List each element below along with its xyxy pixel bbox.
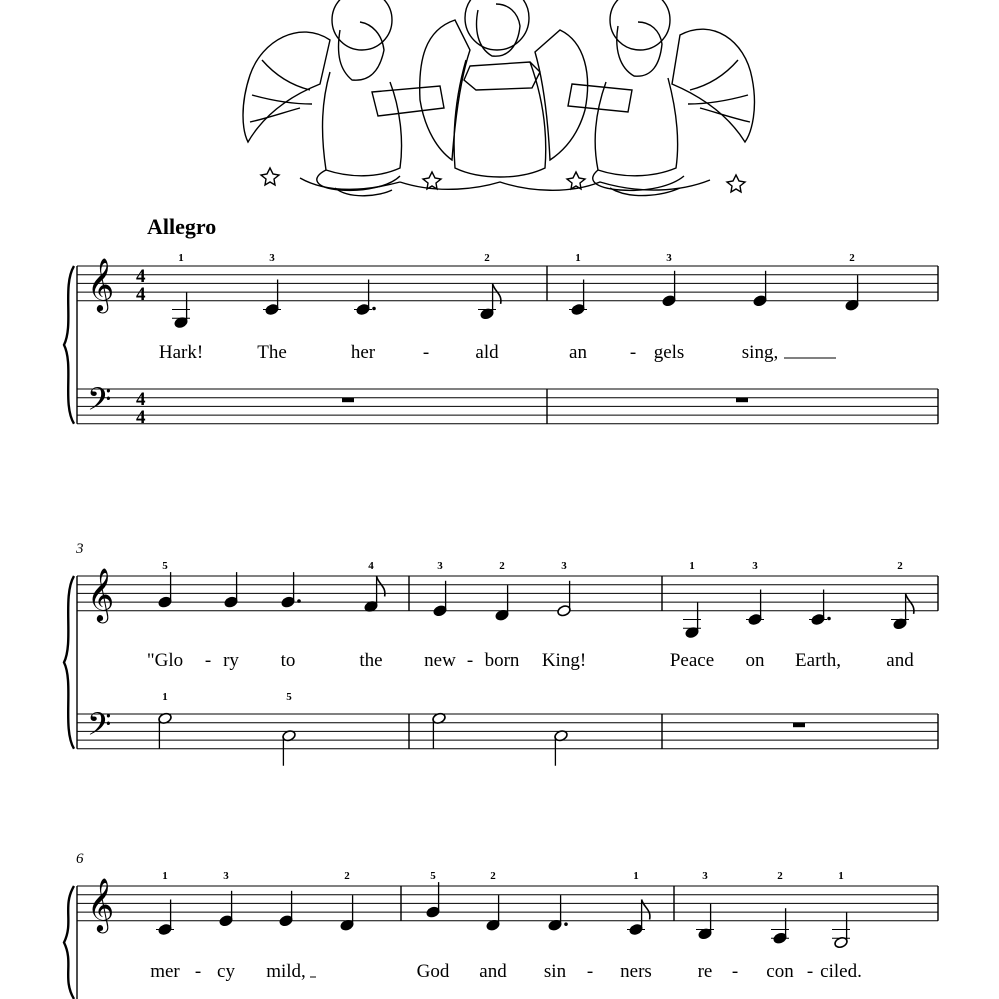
melody-note <box>696 904 714 940</box>
lyric-syllable: cy <box>217 961 235 982</box>
fingering-number: 3 <box>223 870 229 882</box>
whole-rest <box>342 398 354 403</box>
dot <box>564 922 568 926</box>
melody-note <box>263 280 281 316</box>
bass-note <box>432 712 447 748</box>
angels-illustration <box>243 0 754 196</box>
bass-clef-icon: 𝄢 <box>87 381 112 425</box>
melody-note <box>662 271 677 307</box>
fingering-number: 1 <box>633 870 639 882</box>
melody-note <box>891 594 914 630</box>
melody-note <box>683 603 701 639</box>
melody-note <box>486 895 501 931</box>
fingering-number: 2 <box>897 560 903 572</box>
bass-note <box>158 712 173 748</box>
grand-staff-brace <box>64 886 74 999</box>
melody-note <box>340 895 355 931</box>
fingering-number: 4 <box>368 560 374 572</box>
time-signature-upper: 4 <box>136 389 146 410</box>
lyric-syllable: mild, <box>266 961 306 982</box>
lyric-syllable: the <box>359 650 383 671</box>
lyric-hyphen: - <box>806 961 814 982</box>
grand-staff-brace <box>64 576 74 749</box>
lyric-syllable: her <box>350 342 376 363</box>
melody-note <box>771 908 789 944</box>
measure-number: 3 <box>76 541 84 557</box>
bass-clef-icon: 𝄢 <box>87 706 112 750</box>
melody-note <box>548 895 568 931</box>
treble-clef-icon: 𝄞 <box>87 877 115 931</box>
fingering-number: 2 <box>849 252 855 264</box>
melody-note <box>219 891 234 927</box>
whole-rest <box>736 398 748 403</box>
lyric-syllable: ciled. <box>820 961 862 982</box>
lyric-hyphen: - <box>731 961 739 982</box>
lyric-hyphen: - <box>422 342 430 363</box>
dot <box>372 307 376 311</box>
lyric-syllable: gels <box>653 342 685 363</box>
melody-note <box>158 572 173 608</box>
melody-note <box>478 284 501 320</box>
lyric-hyphen: - <box>194 961 202 982</box>
tempo-marking: Allegro <box>147 214 217 239</box>
fingering-number: 1 <box>575 252 581 264</box>
lyric-syllable: sing, <box>741 342 779 363</box>
melody-note <box>354 280 376 316</box>
lyric-syllable: God <box>416 961 450 982</box>
melody-note <box>753 271 768 307</box>
lyric-syllable: ry <box>223 650 239 671</box>
fingering-number: 3 <box>666 252 672 264</box>
lyric-syllable: The <box>257 342 287 363</box>
fingering-number: 5 <box>286 691 292 703</box>
dot <box>827 617 831 621</box>
fingering-number: 2 <box>499 560 505 572</box>
fingering-number: 1 <box>838 870 844 882</box>
melody-note <box>172 293 190 329</box>
lyric-syllable: ald <box>475 342 499 363</box>
lyric-syllable: Earth, <box>795 650 841 671</box>
fingering-number: 3 <box>437 560 443 572</box>
lyric-syllable: ners <box>620 961 652 982</box>
fingering-number: 1 <box>689 560 695 572</box>
fingering-number: 3 <box>269 252 275 264</box>
lyric-syllable: on <box>745 650 765 671</box>
fingering-number: 2 <box>484 252 490 264</box>
lyric-syllable: sin <box>543 961 567 982</box>
bass-note <box>282 729 297 765</box>
lyric-syllable: born <box>484 650 520 671</box>
fingering-number: 1 <box>178 252 184 264</box>
lyric-syllable: Hark! <box>158 342 204 363</box>
melody-note <box>557 581 572 617</box>
melody-note <box>426 882 441 918</box>
melody-note <box>809 590 831 626</box>
fingering-number: 5 <box>430 870 436 882</box>
time-signature-lower: 4 <box>136 407 146 428</box>
lyric-syllable: an <box>569 342 587 363</box>
fingering-number: 2 <box>777 870 783 882</box>
fingering-number: 3 <box>702 870 708 882</box>
fingering-number: 3 <box>561 560 567 572</box>
melody-note <box>224 572 239 608</box>
melody-note <box>279 891 294 927</box>
lyric-syllable: con <box>766 961 794 982</box>
lyric-syllable: and <box>479 961 507 982</box>
lyric-syllable: and <box>886 650 914 671</box>
lyric-syllable: Peace <box>669 650 715 671</box>
treble-clef-icon: 𝄞 <box>87 567 115 621</box>
lyric-syllable: "Glo <box>146 650 184 671</box>
bass-note <box>554 729 569 765</box>
lyric-hyphen: - <box>466 650 474 671</box>
music-systems <box>64 252 938 999</box>
time-signature-upper: 4 <box>136 266 146 287</box>
melody-note <box>364 576 385 612</box>
melody-note <box>569 280 587 316</box>
lyric-hyphen: - <box>629 342 637 363</box>
lyric-syllable: re <box>697 961 713 982</box>
fingering-number: 2 <box>490 870 496 882</box>
grand-staff-brace <box>64 266 74 424</box>
lyric-syllable: mer <box>150 961 180 982</box>
melody-note <box>832 913 850 949</box>
melody-note <box>495 585 510 621</box>
lyric-syllable: to <box>280 650 296 671</box>
measure-number: 6 <box>76 851 84 867</box>
melody-note <box>156 900 174 936</box>
melody-note <box>845 275 860 311</box>
treble-clef-icon: 𝄞 <box>87 257 115 311</box>
melody-note <box>627 900 650 936</box>
fingering-number: 2 <box>344 870 350 882</box>
dot <box>297 599 301 603</box>
whole-rest <box>793 723 805 728</box>
melody-note <box>746 590 764 626</box>
lyric-hyphen: - <box>204 650 212 671</box>
time-signature-lower: 4 <box>136 284 146 305</box>
lyric-syllable: King! <box>541 650 587 671</box>
lyric-hyphen: - <box>586 961 594 982</box>
fingering-number: 5 <box>162 560 168 572</box>
eighth-flag <box>642 900 650 920</box>
fingering-number: 1 <box>162 691 168 703</box>
lyric-syllable: new <box>424 650 456 671</box>
fingering-number: 3 <box>752 560 758 572</box>
melody-note <box>433 581 448 617</box>
fingering-number: 1 <box>162 870 168 882</box>
melody-note <box>281 572 301 608</box>
